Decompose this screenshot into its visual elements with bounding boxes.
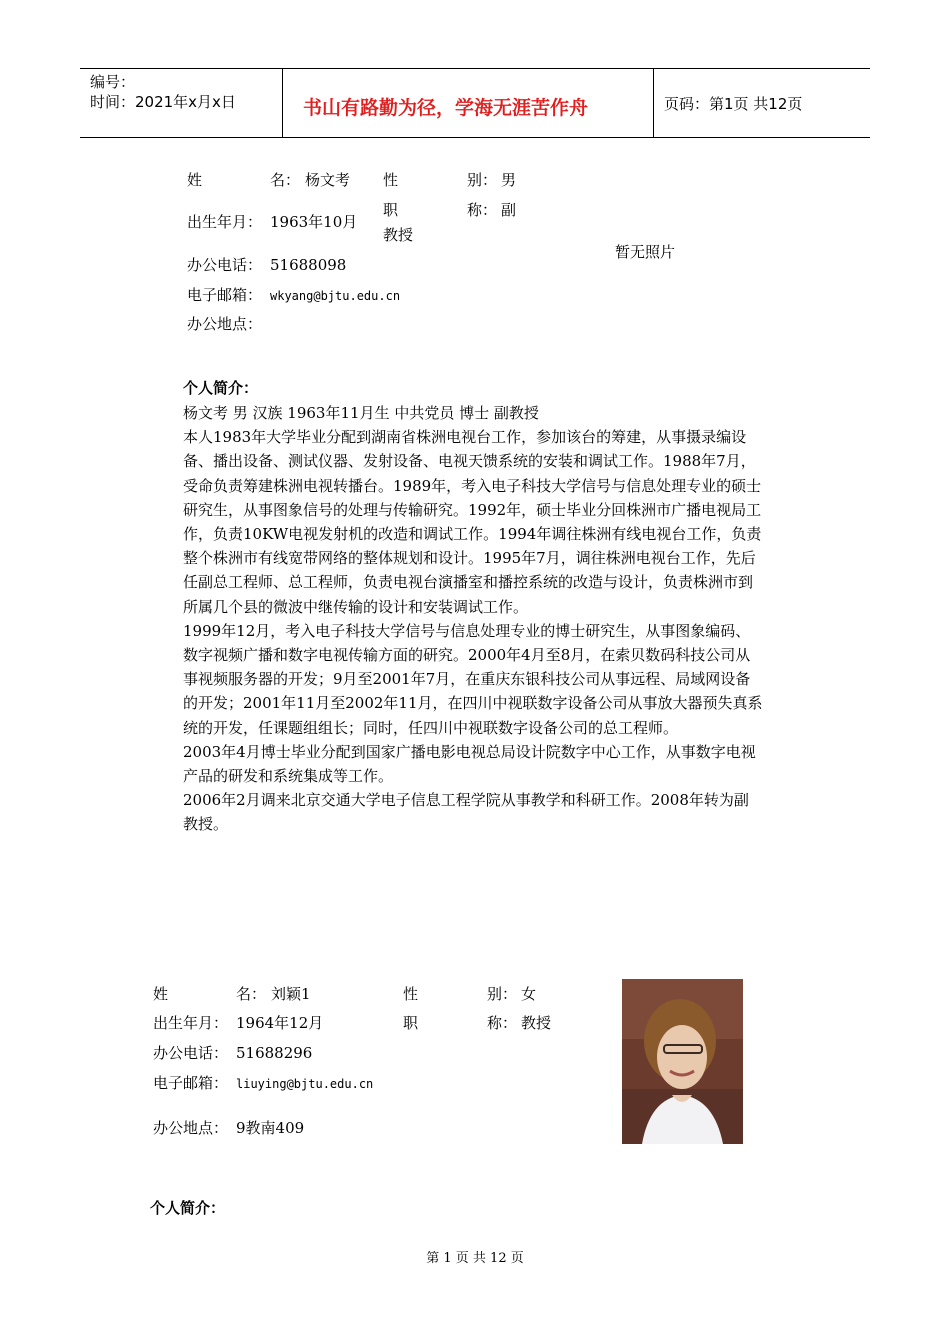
header-page-info: 页码：第1页 共12页 bbox=[664, 95, 803, 113]
p2-title: 教授 bbox=[521, 1014, 552, 1032]
p1-intro-paragraph: 1999年12月，考入电子科技大学信号与信息处理专业的博士研究生，从事图象编码、数字视频广播和数字电视传输方面的研究。2000年4月至8月，在索贝数码科技公司从事视频服务器的开发；9月至2001年7月，在重庆东银科技公司从事远程、局域网设备的开发；2001年11月至2002年11月，在四川中视联数字设备公司从事放大器预失真系统的开发，任课题组组长；同时，任四川中视联数字设备公司的总工程师。 bbox=[183, 621, 763, 737]
p1-title-part2: 教授 bbox=[383, 226, 414, 244]
p2-name-label: 姓 bbox=[153, 985, 169, 1003]
p1-name-label2: 名： bbox=[270, 171, 301, 189]
page-header bbox=[80, 68, 870, 138]
p1-intro-paragraph: 本人1983年大学毕业分配到湖南省株洲电视台工作，参加该台的筹建，从事摄录编设备、播出设备、测试仪器、发射设备、电视天馈系统的安装和调试工作。1988年7月，受命负责筹建株洲电视转播台。1989年，考入电子科技大学信号与信息处理专业的硕士研究生，从事图象信号的处理与传输研究。1992年，硕士毕业分回株洲市广播电视局工作，负责10KW电视发射机的改造和调试工作。1994年调往株洲有线电视台工作，负责整个株洲市有线宽带网络的整体规划和设计。1995年7月，调往株洲电视台工作，先后任副总工程师、总工程师，负责电视台演播室和播控系统的改造与设计，负责株洲市到所属几个县的微波中继传输的设计和安装调试工作。 bbox=[183, 428, 762, 616]
p1-phone-label: 办公电话： bbox=[187, 256, 263, 274]
p1-birth-label: 出生年月： bbox=[187, 213, 263, 231]
p1-intro-paragraph: 2006年2月调来北京交通大学电子信息工程学院从事教学和科研工作。2008年转为副教授。 bbox=[183, 791, 749, 834]
p1-gender-label2: 别： bbox=[467, 171, 498, 189]
p2-phone-label: 办公电话： bbox=[153, 1044, 229, 1062]
p2-title-label2: 称： bbox=[487, 1014, 518, 1032]
number-label: 编号： bbox=[90, 73, 136, 91]
header-motto: 书山有路勤为径，学海无涯苦作舟 bbox=[303, 97, 589, 119]
portrait-image bbox=[622, 979, 743, 1144]
p2-email-label: 电子邮箱： bbox=[153, 1074, 229, 1092]
p1-intro-paragraph: 2003年4月博士毕业分配到国家广播电影电视总局设计院数字中心工作，从事数字电视产品的研发和系统集成等工作。 bbox=[183, 742, 756, 786]
p2-email: liuying@bjtu.edu.cn bbox=[236, 1077, 374, 1091]
p2-gender-label2: 别： bbox=[487, 985, 518, 1003]
p1-title-label: 职 bbox=[383, 201, 399, 219]
p2-intro-heading: 个人简介： bbox=[150, 1199, 226, 1217]
p1-gender-label: 性 bbox=[383, 171, 399, 189]
p1-phone: 51688098 bbox=[270, 256, 347, 274]
p1-email-label: 电子邮箱： bbox=[187, 286, 263, 304]
p2-photo bbox=[622, 979, 743, 1144]
p2-name: 刘颖1 bbox=[271, 985, 311, 1003]
date-text: 时间：2021年x月x日 bbox=[90, 93, 236, 111]
p1-email: wkyang@bjtu.edu.cn bbox=[270, 289, 401, 303]
p1-office-label: 办公地点： bbox=[187, 315, 263, 333]
p1-intro-body bbox=[183, 401, 763, 837]
p2-office: 9教南409 bbox=[236, 1119, 305, 1137]
p1-name: 杨文考 bbox=[305, 171, 351, 189]
p1-photo-placeholder: 暂无照片 bbox=[615, 243, 676, 261]
page-footer: 第 1 页 共 12 页 bbox=[426, 1251, 524, 1266]
p2-gender-label: 性 bbox=[403, 985, 419, 1003]
p1-birth: 1963年10月 bbox=[270, 213, 358, 231]
p2-birth: 1964年12月 bbox=[236, 1014, 324, 1032]
header-meta-cell bbox=[80, 69, 283, 137]
p1-name-label: 姓 bbox=[187, 171, 203, 189]
p2-phone: 51688296 bbox=[236, 1044, 313, 1062]
header-motto-cell bbox=[283, 69, 654, 137]
p2-office-label: 办公地点： bbox=[153, 1119, 229, 1137]
p2-gender: 女 bbox=[521, 985, 537, 1003]
p1-title-label2: 称： bbox=[467, 201, 498, 219]
p1-intro-paragraph: 杨文考 男 汉族 1963年11月生 中共党员 博士 副教授 bbox=[183, 404, 539, 422]
header-page-cell bbox=[654, 69, 870, 137]
p1-intro-heading: 个人简介： bbox=[183, 379, 259, 397]
p2-name-label2: 名： bbox=[236, 985, 267, 1003]
p2-birth-label: 出生年月： bbox=[153, 1014, 229, 1032]
p2-title-label: 职 bbox=[403, 1014, 419, 1032]
p1-title-part1: 副 bbox=[501, 201, 517, 219]
p1-gender: 男 bbox=[501, 171, 517, 189]
